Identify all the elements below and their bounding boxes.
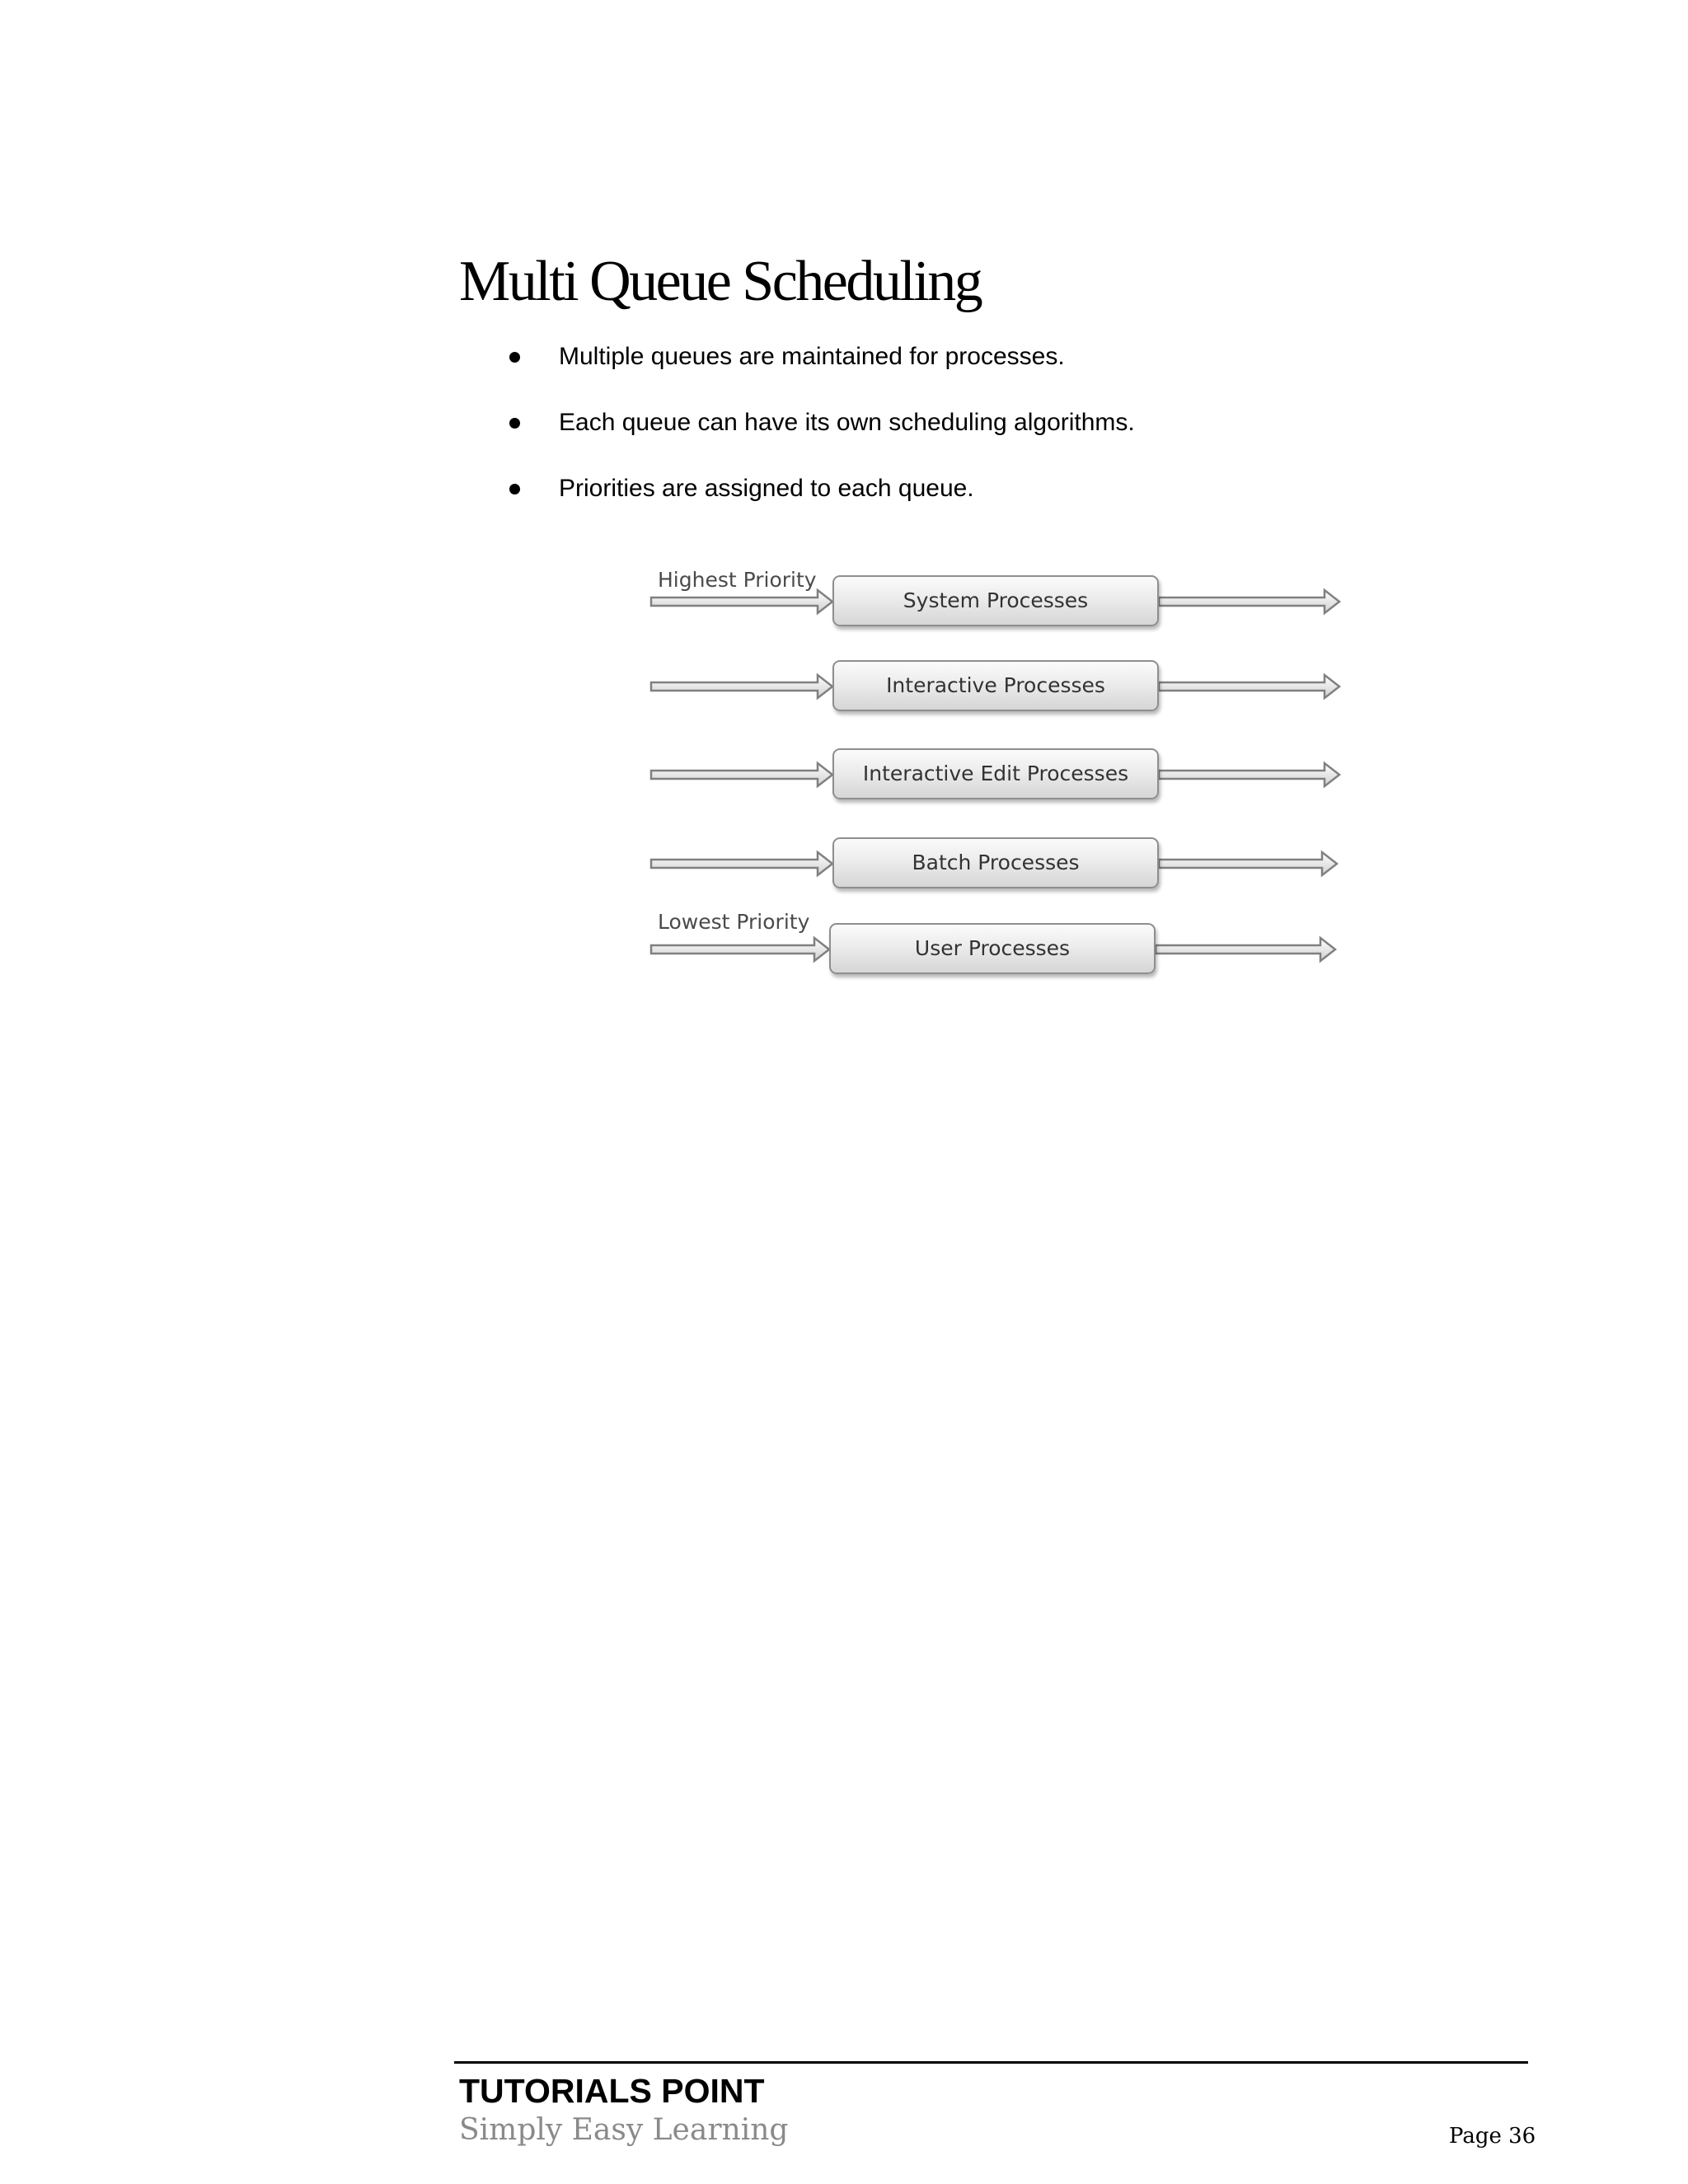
footer-brand: TUTORIALS POINT bbox=[459, 2072, 765, 2110]
highest-priority-label: Highest Priority bbox=[658, 568, 817, 592]
page-number: Page 36 bbox=[1449, 2124, 1536, 2149]
list-item-text: Each queue can have its own scheduling algorithms. bbox=[559, 409, 1135, 436]
incoming-arrow-icon bbox=[651, 675, 832, 698]
bullet-icon bbox=[509, 484, 520, 494]
queue-user-processes: User Processes bbox=[829, 923, 1156, 974]
queue-system-processes: System Processes bbox=[832, 575, 1159, 626]
bullet-icon bbox=[509, 418, 520, 429]
queue-interactive-processes: Interactive Processes bbox=[832, 660, 1159, 711]
outgoing-arrow-icon bbox=[1159, 852, 1337, 875]
outgoing-arrow-icon bbox=[1159, 675, 1339, 698]
footer-tagline: Simply Easy Learning bbox=[459, 2113, 789, 2147]
page-title: Multi Queue Scheduling bbox=[459, 250, 982, 313]
bullet-icon bbox=[509, 352, 520, 363]
footer-divider bbox=[454, 2061, 1528, 2064]
outgoing-arrow-icon bbox=[1159, 590, 1339, 613]
queue-interactive-edit-processes: Interactive Edit Processes bbox=[832, 748, 1159, 799]
list-item-text: Multiple queues are maintained for processes. bbox=[559, 343, 1065, 370]
outgoing-arrow-icon bbox=[1156, 938, 1335, 961]
multi-queue-diagram bbox=[643, 560, 1352, 989]
lowest-priority-label: Lowest Priority bbox=[658, 910, 810, 934]
list-item-text: Priorities are assigned to each queue. bbox=[559, 475, 974, 502]
queue-batch-processes: Batch Processes bbox=[832, 837, 1159, 888]
incoming-arrow-icon bbox=[651, 590, 832, 613]
incoming-arrow-icon bbox=[651, 852, 832, 875]
incoming-arrow-icon bbox=[651, 938, 829, 961]
incoming-arrow-icon bbox=[651, 763, 832, 786]
outgoing-arrow-icon bbox=[1159, 763, 1339, 786]
